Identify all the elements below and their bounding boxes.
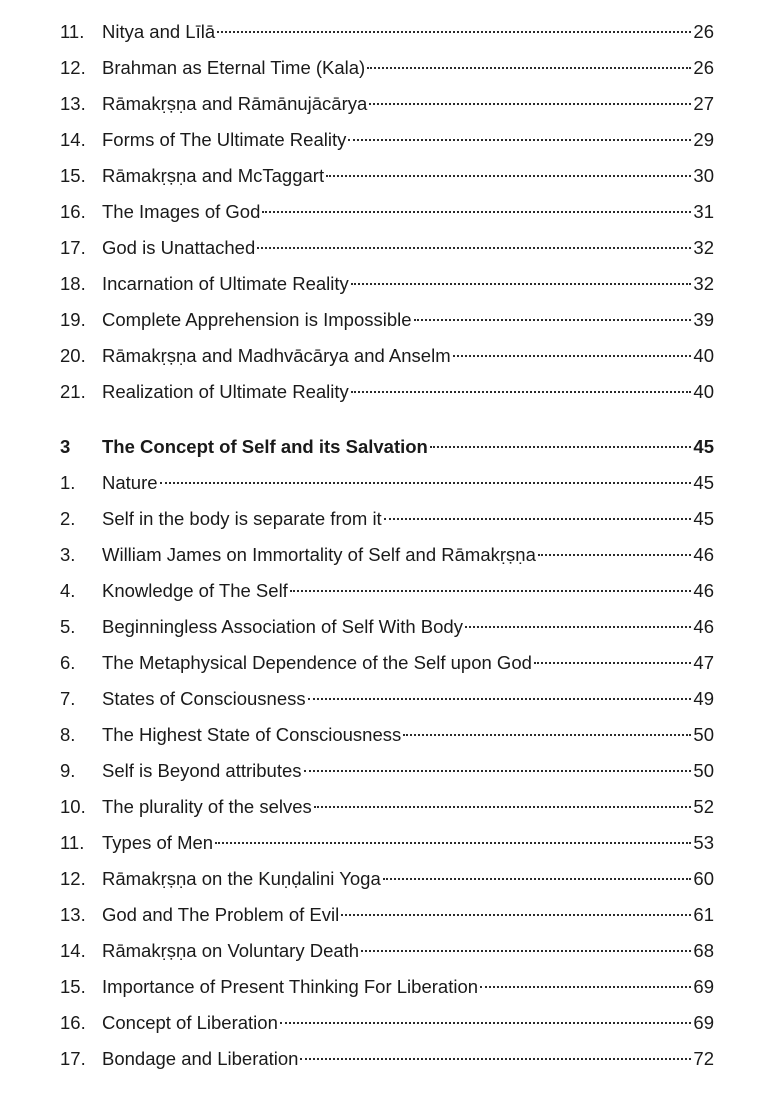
chapter-title: The Concept of Self and its Salvation [102,436,428,457]
entry-page-number: 46 [693,616,714,637]
entry-title: Nature [102,472,158,493]
entry-number: 9. [60,760,76,781]
entry-number: 11. [60,832,85,853]
toc-entry [60,266,714,302]
dot-leader [538,554,692,556]
entry-page-number: 26 [693,21,714,42]
dot-leader [314,806,692,808]
dot-leader [465,626,691,628]
entry-page-number: 69 [693,1012,714,1033]
toc-entry [60,825,714,861]
toc-entry [60,465,714,501]
entry-title: Incarnation of Ultimate Reality [102,273,349,294]
toc-section-part-one [60,14,714,410]
entry-number: 2. [60,508,76,529]
entry-page-number: 31 [693,201,714,222]
entry-number: 1. [60,472,76,493]
entry-title: States of Consciousness [102,688,306,709]
toc-entry [60,338,714,374]
chapter-number: 3 [60,436,71,457]
entry-page-number: 60 [693,868,714,889]
toc-entry [60,537,714,573]
entry-page-number: 29 [693,129,714,150]
entry-number: 5. [60,616,76,637]
toc-entry [60,374,714,410]
entry-page-number: 53 [693,832,714,853]
entry-number: 17. [60,237,86,258]
entry-page-number: 50 [693,760,714,781]
toc-entry [60,717,714,753]
entry-title: Complete Apprehension is Impossible [102,309,412,330]
entry-title: The Metaphysical Dependence of the Self upon God [102,652,532,673]
dot-leader [369,103,691,105]
entry-title: Self in the body is separate from it [102,508,382,529]
dot-leader [367,67,691,69]
entry-number: 14. [60,129,86,150]
toc-entry [60,86,714,122]
entry-title: Brahman as Eternal Time (Kala) [102,57,366,78]
dot-leader [361,950,691,952]
entry-title: God is Unattached [102,237,256,258]
entry-title: The Highest State of Consciousness [102,724,402,745]
dot-leader [383,878,692,880]
entry-page-number: 40 [693,381,714,402]
entry-title: Self is Beyond attributes [102,760,302,781]
entry-number: 11. [60,21,85,42]
entry-title: Rāmakṛṣṇa and McTaggart [102,165,325,186]
entry-title: Forms of The Ultimate Reality [102,129,347,150]
entry-number: 15. [60,165,86,186]
chapter-page-number: 45 [693,436,714,457]
toc-entry [60,50,714,86]
toc-entry [60,789,714,825]
entry-number: 8. [60,724,76,745]
entry-number: 18. [60,273,86,294]
entry-title: Concept of Liberation [102,1012,278,1033]
toc-entry [60,609,714,645]
entry-number: 6. [60,652,76,673]
entry-title: Rāmakṛṣṇa on the Kuṇḍalini Yoga [102,868,381,889]
dot-leader [280,1022,692,1024]
toc-entry [60,501,714,537]
entry-page-number: 47 [693,652,714,673]
dot-leader [290,590,692,592]
toc-entry [60,194,714,230]
entry-title: Types of Men [102,832,214,853]
toc-entry [60,1041,714,1077]
entry-number: 21. [60,381,86,402]
toc-chapter-heading [60,429,714,465]
entry-page-number: 32 [693,237,714,258]
entry-number: 15. [60,976,86,997]
entry-number: 4. [60,580,76,601]
dot-leader [351,391,692,393]
dot-leader [453,355,692,357]
toc-entry [60,933,714,969]
dot-leader [403,734,691,736]
dot-leader [215,842,691,844]
entry-page-number: 32 [693,273,714,294]
entry-number: 7. [60,688,76,709]
entry-title: Nitya and Līlā [102,21,216,42]
dot-leader [384,518,692,520]
entry-title: Knowledge of The Self [102,580,288,601]
toc-entry [60,230,714,266]
entry-number: 19. [60,309,86,330]
entry-page-number: 45 [693,472,714,493]
toc-entry [60,681,714,717]
dot-leader [341,914,691,916]
toc-entry [60,158,714,194]
table-of-contents [60,14,714,1077]
entry-number: 12. [60,868,86,889]
entry-number: 10. [60,796,86,817]
dot-leader [262,211,691,213]
entry-page-number: 49 [693,688,714,709]
entry-page-number: 50 [693,724,714,745]
entry-page-number: 46 [693,544,714,565]
entry-page-number: 39 [693,309,714,330]
toc-entry [60,1005,714,1041]
entry-number: 17. [60,1048,86,1069]
entry-number: 12. [60,57,86,78]
dot-leader [257,247,691,249]
dot-leader [351,283,692,285]
entry-number: 20. [60,345,86,366]
dot-leader [300,1058,691,1060]
dot-leader [304,770,692,772]
toc-entry [60,753,714,789]
toc-entry [60,861,714,897]
entry-title: Rāmakṛṣṇa and Rāmānujācārya [102,93,368,114]
dot-leader [326,175,691,177]
entry-number: 13. [60,93,86,114]
entry-title: Rāmakṛṣṇa on Voluntary Death [102,940,360,961]
entry-number: 16. [60,1012,86,1033]
entry-title: Rāmakṛṣṇa and Madhvācārya and Anselm [102,345,451,366]
toc-entry [60,969,714,1005]
entry-title: Realization of Ultimate Reality [102,381,349,402]
dot-leader [348,139,691,141]
entry-page-number: 72 [693,1048,714,1069]
entry-page-number: 27 [693,93,714,114]
entry-title: The Images of God [102,201,261,222]
entry-title: William James on Immortality of Self and Rāmakṛṣṇa [102,544,536,565]
toc-entry [60,897,714,933]
dot-leader [308,698,692,700]
dot-leader [534,662,692,664]
entry-number: 13. [60,904,86,925]
entry-page-number: 61 [693,904,714,925]
entry-page-number: 26 [693,57,714,78]
entry-page-number: 30 [693,165,714,186]
entry-title: Bondage and Liberation [102,1048,299,1069]
entry-page-number: 46 [693,580,714,601]
dot-leader [160,482,692,484]
dot-leader [480,986,691,988]
entry-title: Importance of Present Thinking For Liberation [102,976,479,997]
toc-entry [60,122,714,158]
entry-title: Beginningless Association of Self With Body [102,616,463,637]
dot-leader [414,319,692,321]
entry-page-number: 69 [693,976,714,997]
toc-entry [60,645,714,681]
entry-title: God and The Problem of Evil [102,904,340,925]
entry-page-number: 68 [693,940,714,961]
entry-title: The plurality of the selves [102,796,312,817]
toc-section-part-two [60,465,714,1077]
entry-number: 14. [60,940,86,961]
dot-leader [217,31,691,33]
entry-number: 16. [60,201,86,222]
entry-page-number: 52 [693,796,714,817]
entry-page-number: 45 [693,508,714,529]
toc-entry [60,573,714,609]
entry-number: 3. [60,544,76,565]
toc-entry [60,14,714,50]
dot-leader [430,446,692,448]
toc-entry [60,302,714,338]
entry-page-number: 40 [693,345,714,366]
